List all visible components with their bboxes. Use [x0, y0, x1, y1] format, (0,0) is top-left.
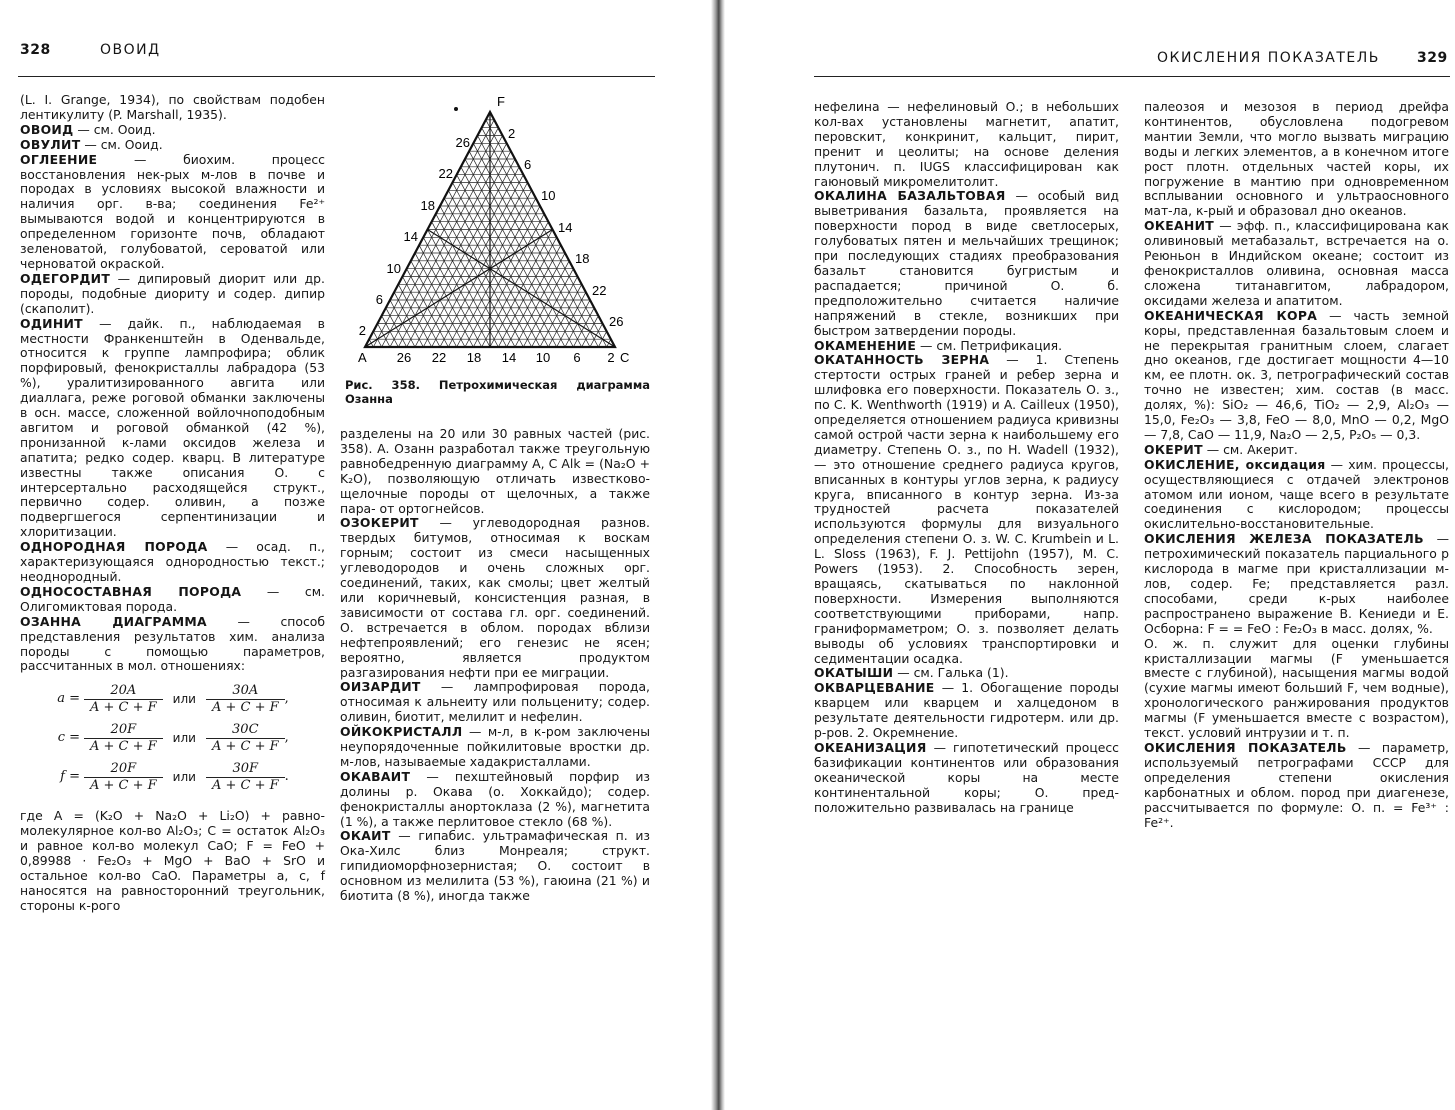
left-running-head: ОВОИД — [100, 42, 161, 58]
entry-okeanizaciya: ОКЕАНИЗАЦИЯ — гипотетический процесс базификации континентов или образования океанической коры на месте континентальной коры; О. предположительно развивалась на границе — [814, 739, 1119, 815]
right-running-head: ОКИСЛЕНИЯ ПОКАЗАТЕЛЬ — [1157, 50, 1380, 66]
entry-ovulit: ОВУЛИТ — см. Ооид. — [20, 136, 163, 152]
left-page — [0, 0, 715, 1110]
left-column-1 — [20, 93, 325, 914]
right-tick: 6 — [524, 157, 532, 172]
entry-okavait: ОКАВАИТ — пехштейновый порфир из долины р. Окава (о. Хоккайдо); содер. фенокристаллы анортоклаза (2 %), магнетита (1 %), а также перлитовое стекло (68 %). — [340, 768, 650, 829]
entry-ozanna-tail: где A = (K₂O + Na₂O + Li₂O) + равномолекулярное кол-во Al₂O₃; C = остаток Al₂O₃ и равное кол-во молекул CaO; F = FeO + 0,89988 · Fe₂O₃ + MgO + BaO + SrO и остальное кол-во CaO. Параметры a, c, f наносятся на равносторонний треугольник, стороны к-рого — [20, 808, 325, 913]
entry-ozhp-usage: О. ж. п. служит для оценки глубины кристаллизации магмы (F уменьшается вместе с глубиной), насыщения магмы водой (сухие магмы имеют больший F, чем водные), хронологического ранжирования продуктов магмы (F уменьшается вместе с возрастом), текст. условий интрузии и т. п. — [1144, 635, 1449, 741]
entry-okatannost: ОКАТАННОСТЬ ЗЕРНА — 1. Степень стертости острых граней и ребер зерна и шлифовка его поверхности. Показатель О. з., по C. K. Wenthworth (1919) и A. Cailleux (1950), определяется отношением радиуса кривизны самой острой части зерна к наибольшему его диаметру. Степень О. з., по H. Wadell (1932), — это отношение среднего радиуса кругов, вписанных в контуры углов зерна, к радиусу круга, вписанного в контур зерна. Из-за трудностей расчета показателей используются формулы для визуального определения степени О. з. W. C. Krumbein и L. L. Sloss (1963), F. J. Pettijohn (1957), M. C. Powers (1953). 2. Способность зерен, вращаясь, скатываться по наклонной поверхности. Измерения выполняются соответствующими приборами, напр. граниформаметром; О. з. позволяет делать выводы об условиях транспортировки и седиментации осадка. — [814, 352, 1119, 666]
right-tick: 14 — [558, 220, 573, 235]
entry-okvarcevanie: ОКВАРЦЕВАНИЕ — 1. Обогащение породы кварцем или кварцем и халцедоном в результате деятельности гидротерм. или др. р-ров. 2. Окремнение. — [814, 680, 1119, 741]
apex-label-f: F — [497, 94, 505, 109]
entry-okeanicheskaya-kora: ОКЕАНИЧЕСКАЯ КОРА — часть земной коры, представленная базальтовым слоем и не перекрытая гранитным слоем, слагает дно океанов, где достигает мощности 4—10 км, ее плотн. ок. 3, петрографический состав точно не известен; хим. состав (в масс. долях, %): SiO₂ — 46,6, TiO₂ — 2,9, Al₂O₃ — 15,0, Fe₂O₃ — 3,8, FeO — 8,0, MnO — 0,2, MgO — 7,8, CaO — 11,9, Na₂O — 2,5, P₂O₅ — 0,3. — [1144, 307, 1450, 442]
entry-okisleniya-zheleza: ОКИСЛЕНИЯ ЖЕЛЕЗА ПОКАЗАТЕЛЬ — петрохимический показатель парциального p кислорода в магме при кристаллизации м-лов, содер. Fe; представляется разл. способами, среди к-рых наиболее распространено выражение В. Кениеди и Е. Осборна: F = = FeO : Fe₂O₃ в масс. долях, %. — [1144, 531, 1449, 636]
entry-ozokerit: ОЗОКЕРИТ — углеводородная разнов. твердых битумов, относимая к воскам горным; состоит из смеси насыщенных углеводородов и очень сложных орг. соединений, таких, как смолы; цвет желтый или коричневый, консистенция разная, в зависимости от состава гл. орг. соединений. О. встречается в облом. породах вблизи нефтепроявлений; его генезис не ясен; вероятно, является продуктом разгазирования нефти при ее миграции. — [340, 515, 650, 680]
right-tick: 18 — [575, 251, 590, 266]
equation-f: f = $\frac{20F}{A + C + F}$ или $\frac{30F}{A + C + F}$ . — [60, 760, 289, 793]
apex-label-a: A — [358, 350, 367, 365]
entry-okislenie: ОКИСЛЕНИЕ, оксидация — хим. процессы, осуществляющиеся с отдачей электронов атомом или ионом, чаще всего в результате соединения с кислородом; процессы окислительно-восстановительные. — [1144, 456, 1449, 532]
entry-okalina: ОКАЛИНА БАЗАЛЬТОВАЯ — особый вид выветривания базальта, проявляется на поверхности пород в виде светлосерых, голубоватых пятен и мельчайших трещинок; при последующих стадиях преобразования базальт становится бугристым и распадается; причиной О. б. предположительно считается наличие напряжений в стекле, возникших при быстром затвердении породы. — [814, 188, 1119, 338]
equation-c: c = $\frac{20F}{A + C + F}$ или $\frac{30C}{A + C + F}$ , — [57, 721, 289, 754]
bottom-tick: 22 — [431, 350, 447, 365]
left-tick: 2 — [358, 323, 366, 338]
entry-odnosostavnaya: ОДНОСОСТАВНАЯ ПОРОДА — см. Олигомиктовая порода. — [20, 583, 325, 614]
entry-okait: ОКАИТ — гипабис. ультрамафическая п. из Ока-Хилс близ Монреаля; структ. гипидиоморфнозернистая; О. состоит в основном из мелилита (53 %), гаюина (21 %) и биотита (8 %), иногда также — [340, 828, 650, 904]
entry-ovoid: ОВОИД — см. Ооид. — [20, 121, 156, 137]
entry-odinit: ОДИНИТ — дайк. п., наблюдаемая в местности Франкенштейн в Оденвальде, относится к группе лампрофира; облик порфировый, фенокристаллы лабрадора (53 %), уралитизированного авгита или диаллага, реже роговой обманки заключены в осн. массе, сложенной войлочноподобным авгитом и роговой обманкой (42 %), пронизанной к-лами оксидов железа и апатита; редко содер. кварц. В литературе известны также описания О. с интерсертально расходящейся структ., первично содер. оливин, а позже подвергшегося серпентинизации и хлоритизации. — [20, 315, 325, 540]
bottom-tick: 2 — [607, 350, 615, 365]
entry-continuation: (L. I. Grange, 1934), по свойствам подобен лентикулиту (P. Marshall, 1935). — [20, 92, 325, 122]
right-tick: 26 — [609, 314, 624, 329]
entry-continuation-4: палеозоя и мезозоя в период дрейфа континентов, обусловлена подогревом мантии Земли, что могло вызвать миграцию воды и легких элементов, а в конечном итоге рост плотн. отдельных частей коры, их погружение в мантию при одновременном всплывании основного и ультраосновного мат-ла, к-рый и образовал дно океанов. — [1144, 99, 1449, 219]
left-head-rule — [18, 76, 655, 77]
entry-okatyshi: ОКАТЫШИ — см. Галька (1). — [814, 665, 1009, 681]
median-lines — [365, 112, 615, 347]
left-tick: 10 — [386, 261, 401, 276]
bottom-tick: 26 — [396, 350, 412, 365]
entry-okisleniya-pokazatel: ОКИСЛЕНИЯ ПОКАЗАТЕЛЬ — параметр, используемый петрографами СССР для определения степени окисления карбонатных и облом. пород при диагенезе, рассчитывается по формуле: О. п. = Fe³⁺ : Fe²⁺. — [1144, 739, 1449, 830]
bottom-tick: 10 — [535, 350, 551, 365]
entry-okeanit: ОКЕАНИТ — эфф. п., классифицирована как оливиновый метабазальт, встречается на о. Реюньон в Индийском океане; состоит из фенокристаллов оливина, основная масса сложена титанавгитом, лабрадором, оксидами железа и апатитом. — [1144, 218, 1449, 308]
left-tick: 14 — [403, 229, 418, 244]
left-column-2 — [340, 427, 650, 904]
right-tick: 22 — [592, 283, 607, 298]
ozann-triangle-diagram — [330, 92, 650, 372]
left-tick: 18 — [420, 198, 435, 213]
right-tick: 2 — [508, 126, 516, 141]
entry-odnorodnaya: ОДНОРОДНАЯ ПОРОДА — осад. п., характеризующаяся однородностью текст.; неоднородный. — [20, 539, 325, 584]
left-tick: 22 — [438, 166, 453, 181]
right-page — [722, 0, 1455, 1110]
left-tick: 6 — [375, 292, 383, 307]
entry-continuation-3: нефелина — нефелиновый О.; в небольших кол-вах установлены магнетит, апатит, перовскит, конкринит, кальцит, пирит, пренит и цеолиты; на основе деления плутонич. п. IUGS классифицирован как гаюновый микромелитолит. — [814, 99, 1119, 189]
entry-okamenenie: ОКАМЕНЕНИЕ — см. Петрификация. — [814, 337, 1063, 353]
dot-mark — [454, 107, 458, 111]
equation-a: a = $\frac{20A}{A + C + F}$ или $\frac{30A}{A + C + F}$ , — [57, 682, 289, 715]
left-tick: 26 — [455, 135, 470, 150]
entry-oikokristall: ОЙКОКРИСТАЛЛ — м-л, в к-ром заключены неупорядоченные пойкилитовые вростки др. м-лов, называемые хадакристаллами. — [340, 724, 650, 769]
entry-continuation-2: разделены на 20 или 30 равных частей (рис. 358). А. Озанн разработал также треугольную равнобедренную диаграмму A, C Alk = (Na₂O + K₂O), позволяющую отличать известково-щелочные породы от щелочных, а также пара- от ортогнейсов. — [340, 426, 650, 516]
entry-ogleenie: ОГЛЕЕНИЕ — биохим. процесс восстановления нек-рых м-лов в почве и породах в условиях высокой влажности и наличия орг. в-ва; соединения Fe²⁺ вымываются водой и концентрируются в определенном горизонте почв, обладают зеленоватой, голубоватой, сероватой или черноватой окраской. — [20, 151, 325, 271]
right-head-rule — [814, 76, 1450, 77]
left-page-number: 328 — [20, 42, 51, 58]
entry-oizardit: ОИЗАРДИТ — лампрофировая порода, относимая к альнеиту или польцениту; содер. оливин, биотит, мелилит и нефелин. — [340, 679, 650, 725]
entry-okerit: ОКЕРИТ — см. Акерит. — [1144, 441, 1298, 457]
bottom-tick: 18 — [466, 350, 482, 365]
bottom-tick: 6 — [573, 350, 581, 365]
right-column-1 — [814, 100, 1119, 816]
right-column-2 — [1144, 100, 1449, 830]
right-page-number: 329 — [1417, 50, 1448, 66]
equations-block — [20, 680, 325, 797]
bottom-tick: 14 — [501, 350, 517, 365]
right-tick: 10 — [541, 188, 556, 203]
apex-label-c: C — [620, 350, 630, 365]
bottom-ticks — [397, 350, 615, 365]
entry-odegordit: ОДЕГОРДИТ — дипировый диорит или др. породы, подобные диориту и содер. дипир (скаполит). — [20, 270, 325, 316]
entry-ozanna: ОЗАННА ДИАГРАММА — способ представления результатов хим. анализа породы с помощью параметров, рассчитанных в мол. отношениях: — [20, 613, 325, 674]
figure-caption: Рис. 358. Петрохимическая диаграмма Озанна — [345, 378, 650, 406]
